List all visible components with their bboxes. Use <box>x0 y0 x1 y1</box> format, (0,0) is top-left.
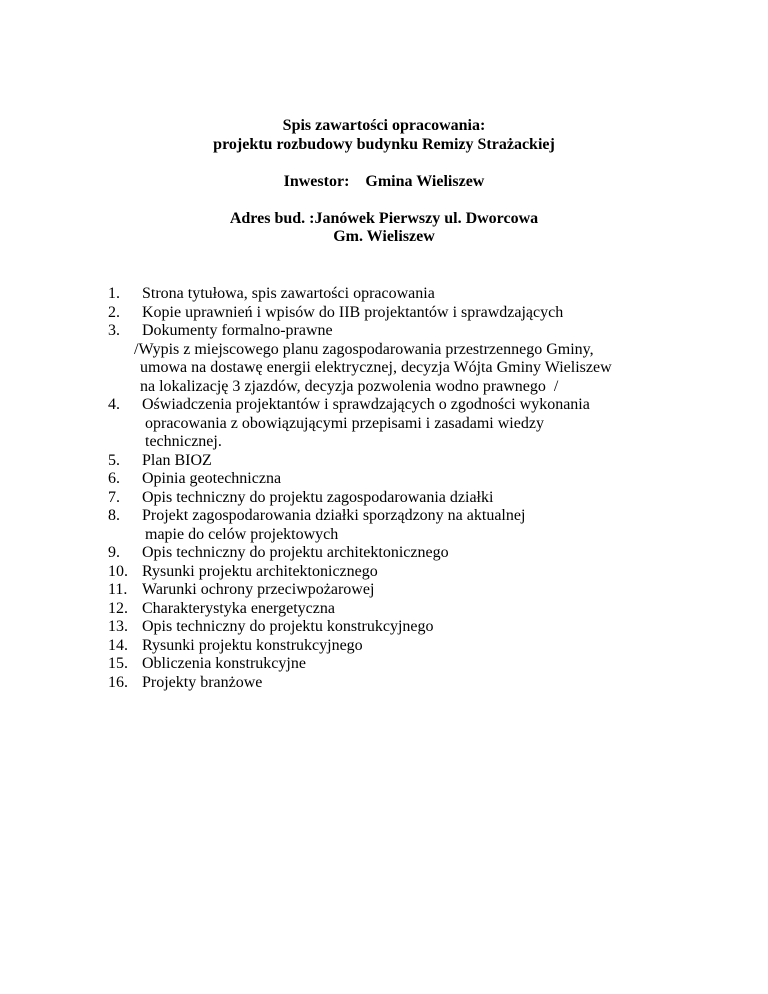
item-text: Opinia geotechniczna <box>142 470 282 487</box>
item-text: Kopie uprawnień i wpisów do IIB projektantów i sprawdzających <box>142 303 564 321</box>
item-text: Opis techniczny do projektu architektonicznego <box>142 544 449 561</box>
item-number: 8. <box>108 507 120 524</box>
item-number: 11. <box>108 581 128 598</box>
item-text: Dokumenty formalno-prawne <box>142 322 333 339</box>
item-number: 6. <box>108 470 120 487</box>
address-line1: Adres bud. :Janówek Pierwszy ul. Dworcowa <box>229 209 539 227</box>
item-number: 2. <box>108 303 120 321</box>
item3-detail-line2: umowa na dostawę energii elektrycznej, decyzja Wójta Gminy Wieliszew <box>140 359 612 376</box>
list-item <box>108 563 748 582</box>
address-line2: Gm. Wieliszew <box>333 228 435 245</box>
list-item <box>108 322 748 341</box>
investor-label: Inwestor: <box>283 172 350 190</box>
list-item <box>108 452 748 471</box>
list-item <box>108 655 748 674</box>
item-number: 10. <box>108 562 128 580</box>
doc-title-line1: Spis zawartości opracowania: <box>282 117 486 134</box>
item-text: Obliczenia konstrukcyjne <box>142 655 306 672</box>
item-text: Strona tytułowa, spis zawartości opracowania <box>142 285 435 302</box>
list-item <box>108 600 748 619</box>
item-number: 12. <box>108 599 128 617</box>
item-text: Charakterystyka energetyczna <box>142 599 335 617</box>
item-number: 14. <box>108 636 128 654</box>
list-item <box>108 470 748 489</box>
list-item <box>108 618 748 637</box>
list-item <box>108 637 748 656</box>
doc-title-line2: projektu rozbudowy budynku Remizy Strażackiej <box>213 135 555 153</box>
document-header <box>0 117 768 247</box>
item3-detail-line3: na lokalizację 3 zjazdów, decyzja pozwolenia wodno prawnego / <box>140 377 559 395</box>
item4-continuation2: technicznej. <box>145 433 222 450</box>
item-text: Rysunki projektu architektonicznego <box>142 562 378 580</box>
item-number: 4. <box>108 396 120 413</box>
item-text: Warunki ochrony przeciwpożarowej <box>142 581 375 598</box>
item-number: 3. <box>108 322 120 339</box>
list-item <box>108 581 748 600</box>
list-item <box>108 489 748 508</box>
item-number: 1. <box>108 285 120 302</box>
list-item <box>108 285 748 304</box>
list-item <box>108 507 748 526</box>
list-item <box>108 544 748 563</box>
item-text: Projekt zagospodarowania działki sporządzony na aktualnej <box>142 507 526 524</box>
item-text: Opis techniczny do projektu zagospodarowania działki <box>142 488 494 506</box>
item-text: Oświadczenia projektantów i sprawdzających o zgodności wykonania <box>142 396 590 413</box>
item-number: 5. <box>108 451 120 469</box>
contents-list <box>108 285 748 692</box>
item-number: 7. <box>108 488 120 506</box>
item3-detail-line1: /Wypis z miejscowego planu zagospodarowania przestrzennego Gminy, <box>134 340 594 358</box>
item4-continuation1: opracowania z obowiązującymi przepisami i zasadami wiedzy <box>145 414 544 432</box>
item-text: Rysunki projektu konstrukcyjnego <box>142 636 363 654</box>
item-number: 15. <box>108 655 128 672</box>
item-number: 9. <box>108 544 120 561</box>
item8-continuation1: mapie do celów projektowych <box>145 525 339 543</box>
investor-value: Gmina Wieliszew <box>365 172 485 190</box>
list-item <box>108 396 748 415</box>
item-number: 16. <box>108 673 128 691</box>
item-number: 13. <box>108 618 128 635</box>
investor-line <box>0 173 768 192</box>
item-text: Plan BIOZ <box>142 451 212 469</box>
item-text: Opis techniczny do projektu konstrukcyjnego <box>142 618 434 635</box>
item-text: Projekty branżowe <box>142 673 263 691</box>
list-item <box>108 304 748 323</box>
list-item <box>108 674 748 693</box>
